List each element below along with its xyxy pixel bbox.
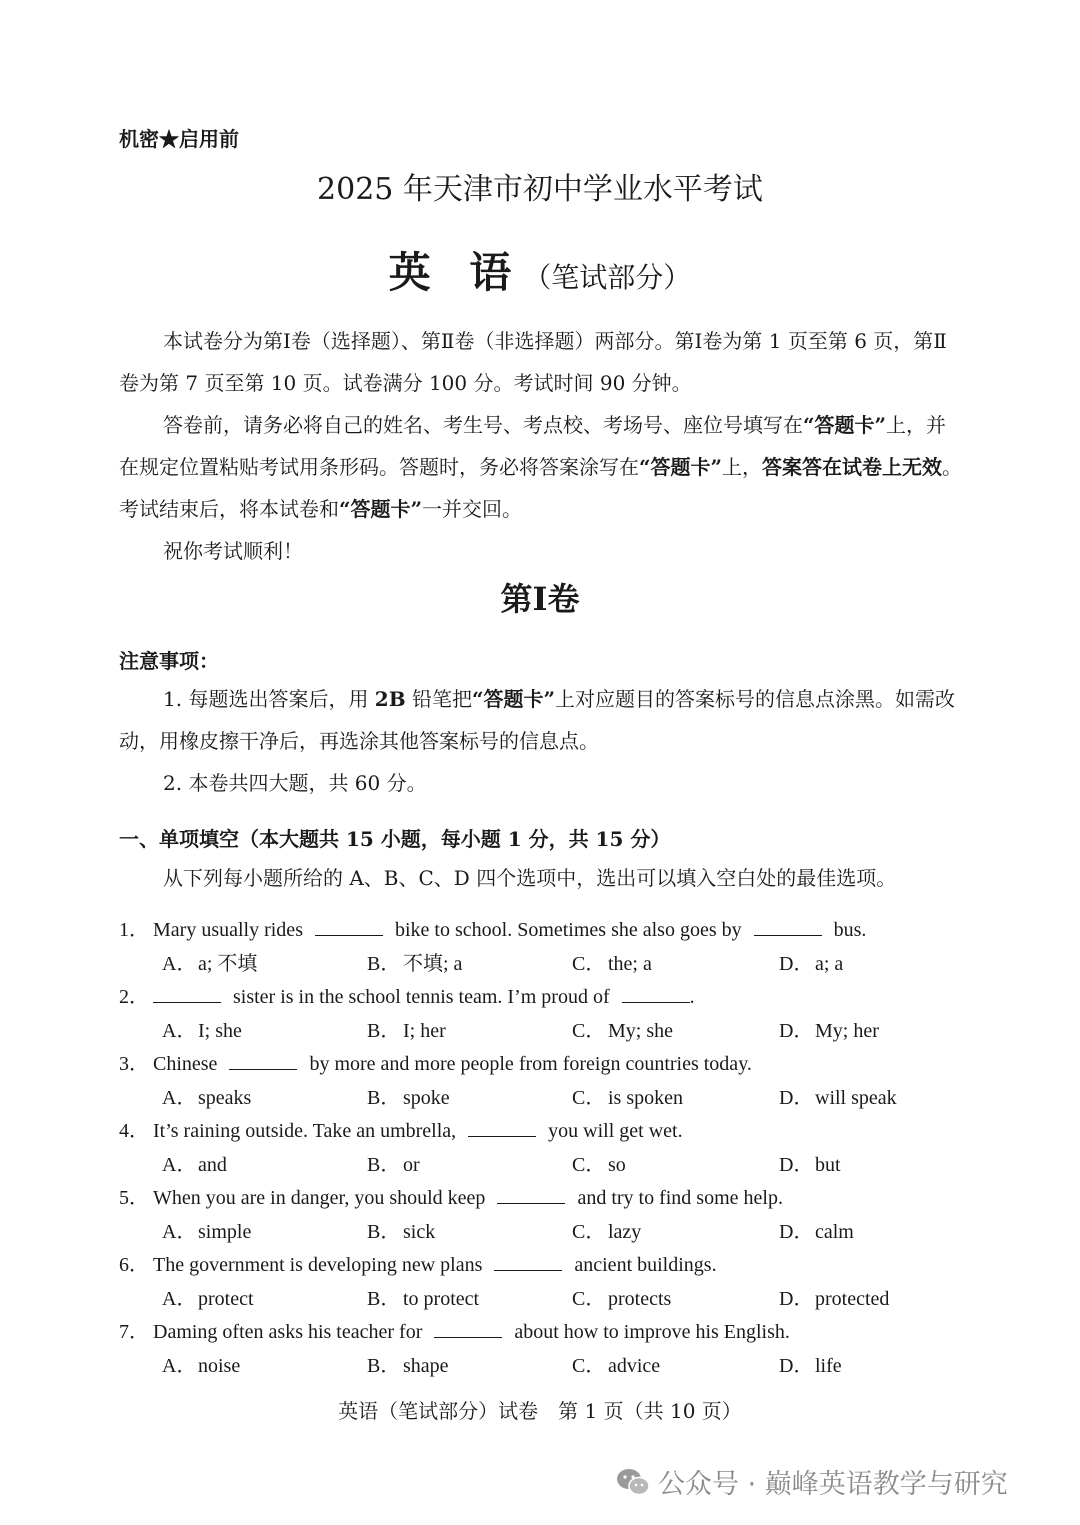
option-text: 不填; a [403,953,463,975]
note-text: 1. 每题选出答案后，用 [163,687,375,711]
question-number: 3． [119,1053,149,1075]
answer-card-term: “答题卡” [803,413,887,437]
answer-option [162,1148,227,1177]
option-letter: A． [162,1087,197,1109]
answer-blank [153,984,221,1003]
stem-text: Daming often asks his teacher for [153,1321,423,1343]
wechat-icon [616,1467,650,1504]
note-text: 上对应题目的答案标号的信息点涂黑。如需改动，用橡皮擦干净后，再选涂其他答案标号的信息点。 [119,687,955,753]
question-number: 1． [119,919,149,941]
answer-option [572,1014,673,1043]
intro-text: 上，并在规定位置粘贴考试用条形码。答题时，务必将答案涂写在 [119,413,947,479]
answer-option [572,1081,683,1110]
question-number: 4． [119,1120,149,1142]
note-2: 2. 本卷共四大题，共 60 分。 [163,771,427,795]
option-letter: B． [367,1087,401,1109]
page-footer: 英语（笔试部分）试卷 第 1 页（共 10 页） [338,1399,742,1423]
answer-option [572,947,652,976]
stem-text: about how to improve his English. [514,1321,790,1343]
answer-card-term: “答题卡” [639,455,723,479]
option-text: spoke [403,1087,450,1109]
option-letter: C． [572,1221,606,1243]
answer-option [367,1081,450,1110]
section-title: 第Ⅰ卷 [500,580,580,618]
intro-text: 答卷前，请务必将自己的姓名、考生号、考点校、考场号、座位号填写在 [163,413,803,437]
answer-option [367,1014,446,1043]
intro-text: 一并交回。 [422,497,523,521]
option-letter: D． [779,1288,814,1310]
answer-option [367,1349,449,1378]
option-text: or [403,1154,420,1176]
option-text: noise [198,1355,241,1377]
intro-paragraph-1: 本试卷分为第Ⅰ卷（选择题）、第Ⅱ卷（非选择题）两部分。第Ⅰ卷为第 1 页至第 6 页，第Ⅱ卷为第 7 页至第 10 页。试卷满分 100 分。考试时间 90 分钟。 [119,329,947,395]
option-text: is spoken [608,1087,683,1109]
option-text: calm [815,1221,854,1243]
note-text: 铅笔把 [405,687,472,711]
option-letter: D． [779,1087,814,1109]
option-text: My; she [608,1020,673,1042]
option-letter: A． [162,953,197,975]
answer-option [367,1215,435,1244]
answer-option [572,1215,641,1244]
option-letter: D． [779,1020,814,1042]
answer-option [162,1282,254,1311]
question-number: 7． [119,1321,149,1343]
answer-option [572,1349,660,1378]
stem-text: bike to school. Sometimes she also goes by [394,919,742,941]
option-letter: B． [367,1020,401,1042]
option-text: life [815,1355,842,1377]
option-text: My; her [815,1020,879,1042]
answer-blank [468,1118,536,1137]
subject-note: （笔试部分） [523,261,692,294]
stem-text: ancient buildings. [574,1254,717,1276]
question-stem [119,1315,790,1344]
answer-option [779,1148,841,1177]
option-letter: A． [162,1020,197,1042]
option-text: protected [815,1288,890,1310]
watermark-text: 公众号 · 巅峰英语教学与研究 [658,1469,1008,1500]
option-letter: C． [572,1020,606,1042]
option-letter: A． [162,1154,197,1176]
option-text: and [198,1154,227,1176]
option-letter: C． [572,1087,606,1109]
option-text: protect [198,1288,254,1310]
answer-option [572,1148,626,1177]
stem-text: bus. [833,919,867,941]
answer-option [162,947,257,976]
watermark [616,1462,1008,1504]
option-letter: A． [162,1288,197,1310]
note-1 [119,678,964,762]
answer-blank [434,1319,502,1338]
answer-option [367,1282,479,1311]
question-stem [119,980,695,1009]
option-letter: A． [162,1355,197,1377]
option-text: I; her [403,1020,446,1042]
option-text: sick [403,1221,436,1243]
good-luck-text: 祝你考试顺利！ [163,539,303,563]
question-number: 6． [119,1254,149,1276]
option-letter: B． [367,1154,401,1176]
answer-option [779,1282,889,1311]
answer-option [779,947,843,976]
stem-text: Chinese [153,1053,218,1075]
invalid-warning: 答案答在试卷上无效 [762,455,943,479]
answer-blank [754,917,822,936]
question-stem [119,1047,752,1076]
option-text: a; a [815,953,844,975]
answer-card-term: “答题卡” [471,687,555,711]
answer-blank [494,1252,562,1271]
option-letter: D． [779,1221,814,1243]
answer-card-term: “答题卡” [339,497,423,521]
option-letter: B． [367,1221,401,1243]
option-text: I; she [198,1020,242,1042]
option-letter: B． [367,1355,401,1377]
question-number: 5． [119,1187,149,1209]
option-text: will speak [815,1087,897,1109]
pencil-type: 2B [374,687,406,711]
option-text: a; 不填 [198,953,258,975]
exam-title: 2025 年天津市初中学业水平考试 [317,172,763,207]
option-letter: C． [572,1154,606,1176]
option-text: simple [198,1221,252,1243]
stem-text: When you are in danger, you should keep [153,1187,486,1209]
answer-option [367,947,462,976]
stem-text: and try to find some help. [577,1187,783,1209]
option-text: advice [608,1355,661,1377]
question-stem [119,1181,783,1210]
question-stem [119,1248,717,1277]
option-text: so [608,1154,626,1176]
option-letter: B． [367,1288,401,1310]
option-text: lazy [608,1221,642,1243]
stem-text: . [689,986,695,1008]
option-letter: A． [162,1221,197,1243]
option-text: to protect [403,1288,480,1310]
answer-option [779,1014,879,1043]
answer-blank [229,1051,297,1070]
intro-paragraph-2 [119,404,964,530]
intro-text: 。考试结束后，将本试卷和 [119,455,963,521]
subject-title [0,240,1080,300]
option-text: protects [608,1288,672,1310]
answer-blank [315,917,383,936]
option-text: speaks [198,1087,252,1109]
option-letter: C． [572,1288,606,1310]
stem-text: you will get wet. [548,1120,683,1142]
answer-option [779,1215,854,1244]
option-letter: D． [779,953,814,975]
answer-option [779,1081,897,1110]
answer-option [367,1148,420,1177]
answer-option [162,1014,242,1043]
stem-text: sister is in the school tennis team. I’m proud of [233,986,610,1008]
answer-option [779,1349,842,1378]
question-number: 2． [119,986,149,1008]
stem-text: Mary usually rides [153,919,303,941]
answer-option [162,1215,251,1244]
answer-option [162,1349,240,1378]
confidential-label: 机密★启用前 [119,127,239,151]
option-letter: D． [779,1154,814,1176]
question-stem [119,1114,683,1143]
option-letter: C． [572,1355,606,1377]
subject-name: 英 语 [388,248,524,297]
intro-text: 上， [722,455,763,479]
stem-text: The government is developing new plans [153,1254,483,1276]
answer-blank [497,1185,565,1204]
question-stem [119,913,866,942]
option-letter: B． [367,953,401,975]
option-text: shape [403,1355,449,1377]
option-text: the; a [608,953,652,975]
answer-option [162,1081,251,1110]
stem-text: by more and more people from foreign countries today. [309,1053,752,1075]
answer-option [572,1282,671,1311]
answer-blank [622,984,690,1003]
option-letter: C． [572,953,606,975]
stem-text: It’s raining outside. Take an umbrella, [153,1120,457,1142]
option-letter: D． [779,1355,814,1377]
notes-heading: 注意事项： [119,649,219,673]
option-text: but [815,1154,841,1176]
part1-instruction: 从下列每小题所给的 A、B、C、D 四个选项中，选出可以填入空白处的最佳选项。 [163,866,897,890]
part1-heading: 一、单项填空（本大题共 15 小题，每小题 1 分，共 15 分） [119,827,671,851]
